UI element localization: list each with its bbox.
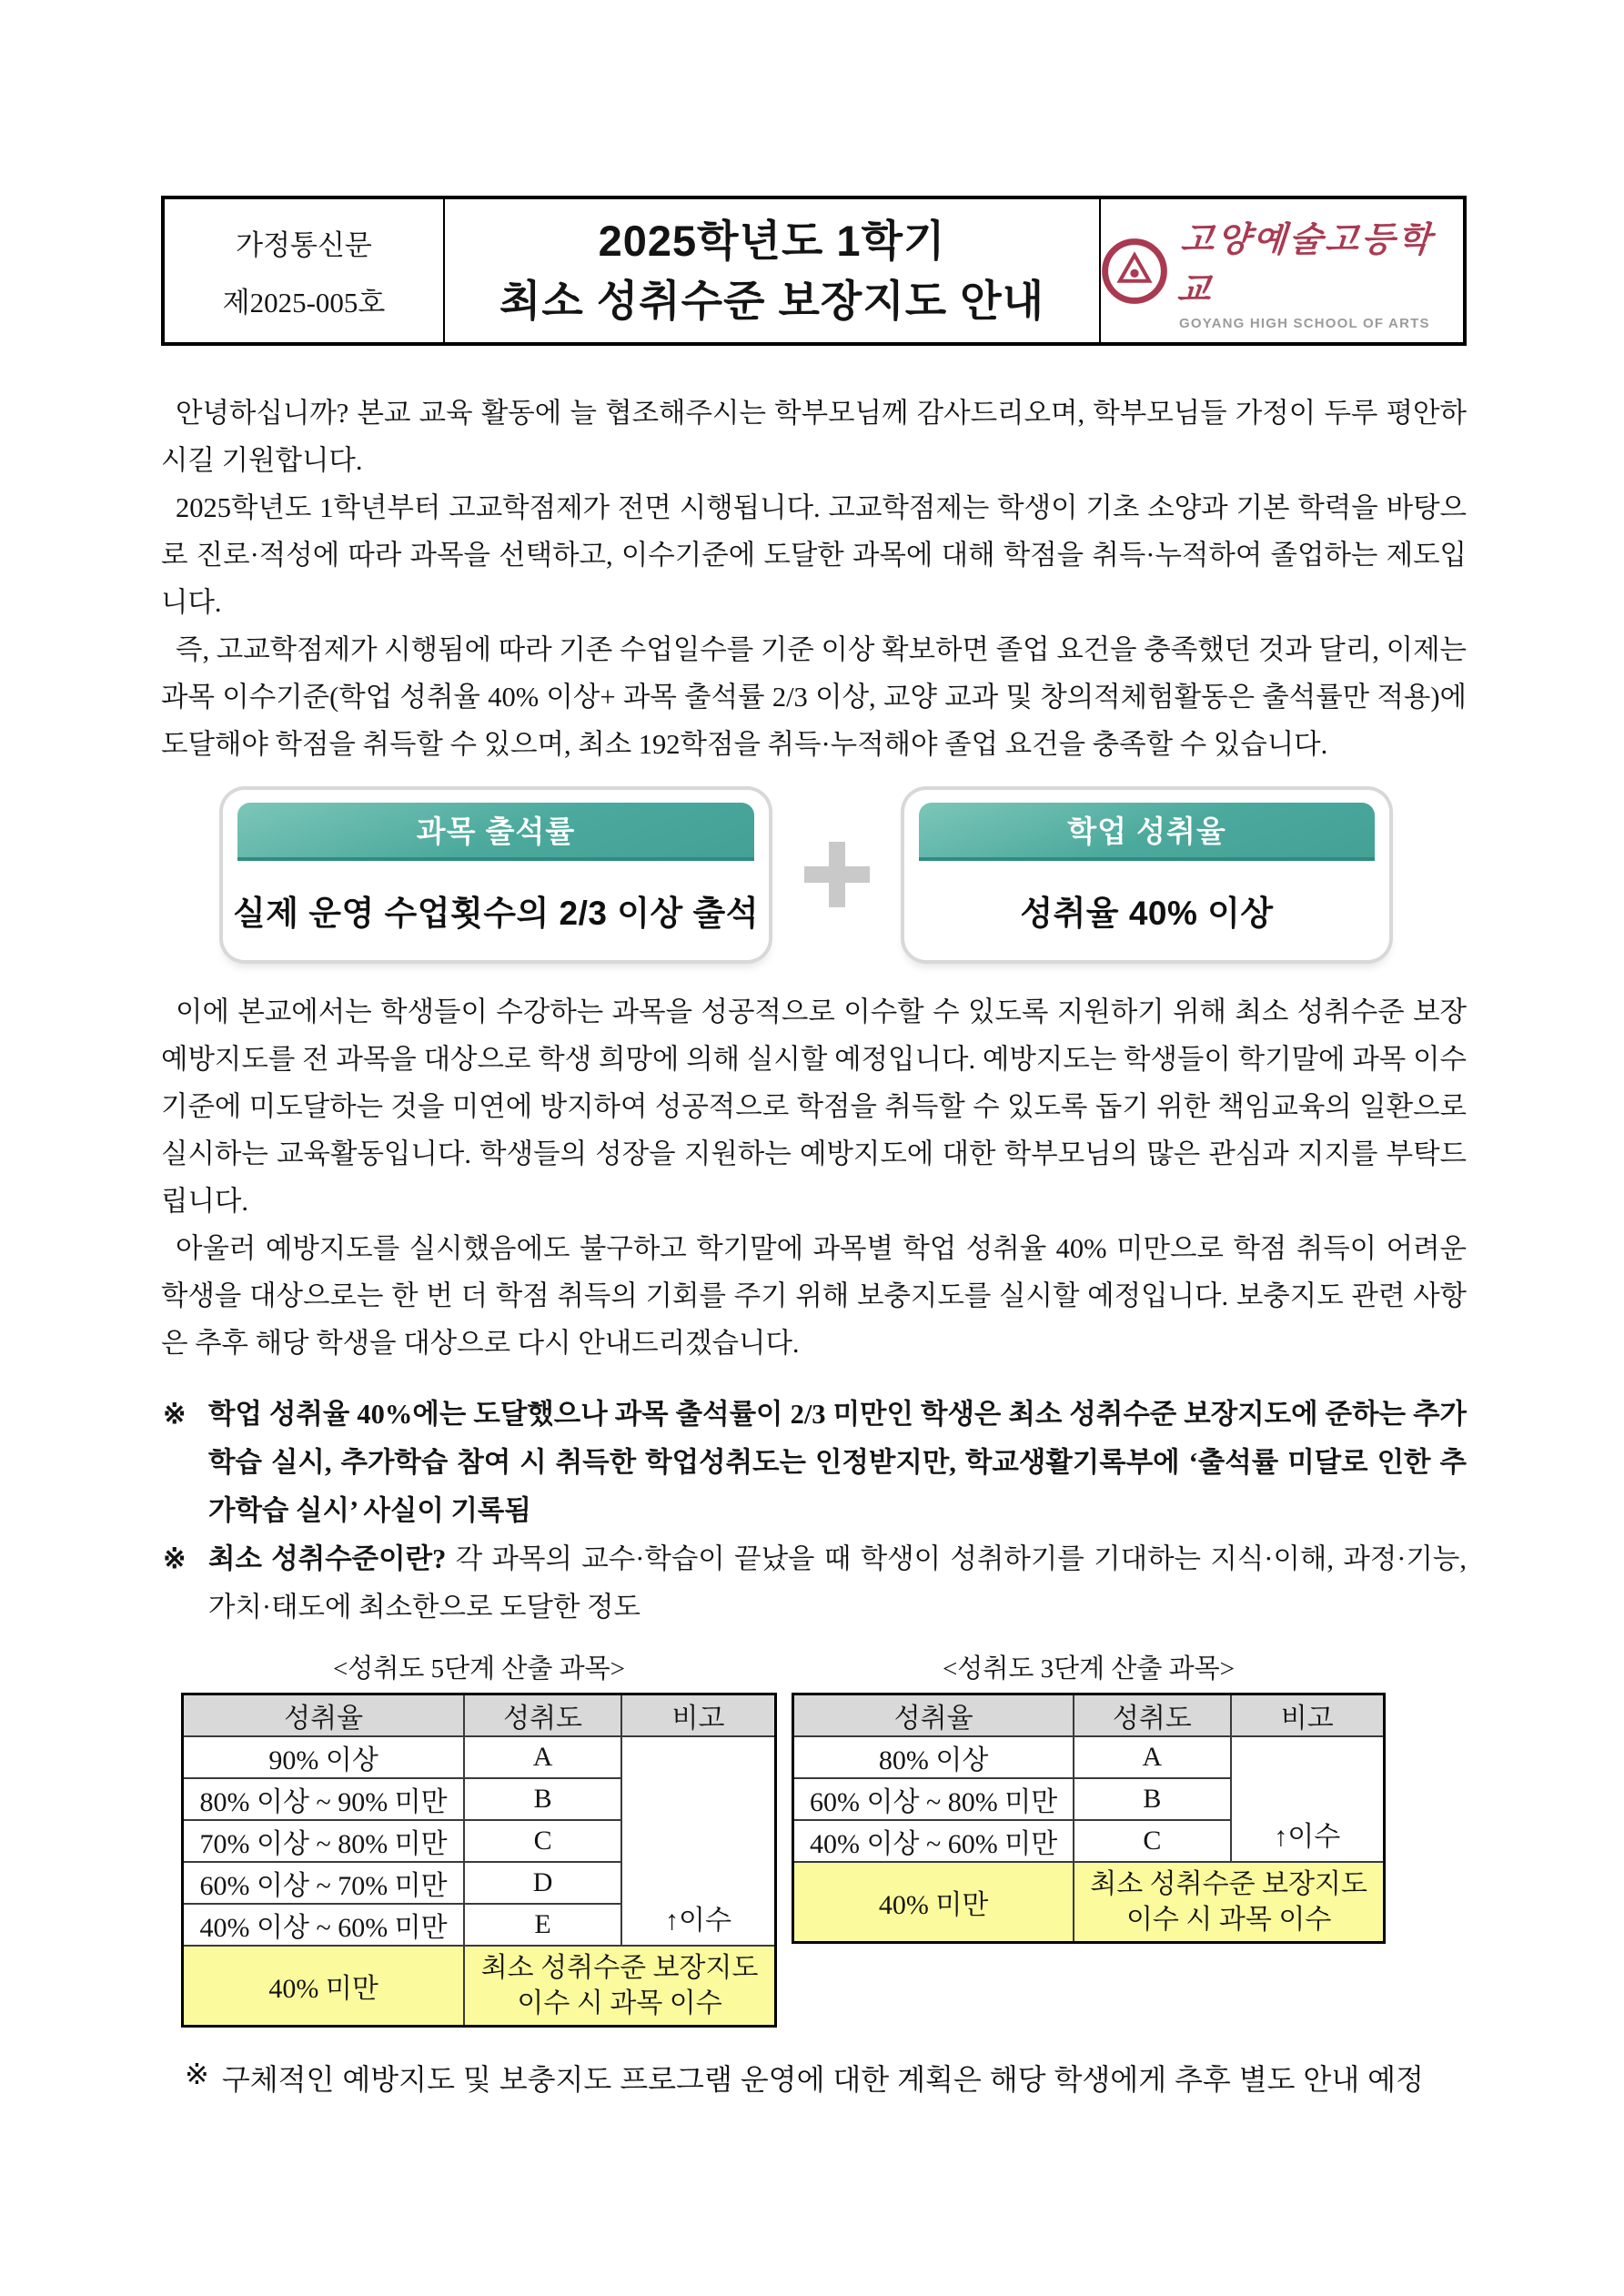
doc-number: 제2025-005호 xyxy=(222,286,386,319)
table-row xyxy=(183,1736,776,1778)
paragraph-credit-system: 2025학년도 1학년부터 고교학점제가 전면 시행됩니다. 고교학점제는 학생이 기초 소양과 기본 학력을 바탕으로 진로·적성에 따라 과목을 선택하고, 이수기준에 도달한 과목에 대해 학점을 취득·누적하여 졸업하는 제도입니다. xyxy=(161,492,1467,618)
final-note xyxy=(161,2057,1467,2099)
final-note-marker: ※ xyxy=(185,2058,209,2090)
school-seal-icon xyxy=(1101,238,1168,305)
note-minimum-achievement-definition xyxy=(161,1535,1467,1632)
table-header-row xyxy=(793,1694,1385,1737)
cell-grade: E xyxy=(464,1904,621,1946)
final-note-text: 구체적인 예방지도 및 보충지도 프로그램 운영에 대한 계획은 해당 학생에게 추후 별도 안내 예정 xyxy=(221,2063,1424,2096)
table-highlight-row xyxy=(183,1946,776,2027)
cell-range: 80% 이상 ~ 90% 미만 xyxy=(183,1778,465,1820)
cell-range-below-40: 40% 미만 xyxy=(793,1862,1074,1943)
cell-grade: A xyxy=(464,1736,621,1778)
achievement-card-body: 성취율 40% 이상 xyxy=(1020,895,1274,932)
document-header xyxy=(161,196,1467,346)
note-attendance-shortfall xyxy=(161,1391,1467,1535)
paragraph-greeting: 안녕하십니까? 본교 교육 활동에 늘 협조해주시는 학부모님께 감사드리오며, 학부모님들 가정이 두루 평안하시길 기원합니다. xyxy=(161,398,1467,476)
note-bold-text: 최소 성취수준이란? xyxy=(208,1543,447,1574)
table-highlight-row xyxy=(793,1862,1385,1943)
table-row xyxy=(793,1736,1385,1778)
col-header-grade: 성취도 xyxy=(464,1694,621,1737)
doc-type-label: 가정통신문 xyxy=(236,228,372,261)
page-title-line2: 최소 성취수준 보장지도 안내 xyxy=(499,276,1044,325)
school-name-block xyxy=(1175,211,1463,331)
cell-grade: C xyxy=(1074,1820,1230,1862)
note-regular-text: 각 과목의 교수·학습이 끝났을 때 학생이 성취하기를 기대하는 지식·이해, 과정·기능, 가치·태도에 최소한으로 도달한 정도 xyxy=(208,1543,1467,1623)
col-header-grade: 성취도 xyxy=(1074,1694,1230,1737)
footnotes xyxy=(161,1391,1467,1632)
school-name-korean: 고양예술고등학교 xyxy=(1175,220,1436,309)
cell-grade: B xyxy=(1074,1778,1230,1820)
school-name-english: GOYANG HIGH SCHOOL OF ARTS xyxy=(1179,315,1430,331)
table-3-level xyxy=(792,1693,1386,1944)
note-bold-text: 학업 성취율 40%에는 도달했으나 과목 출석률이 2/3 미만인 학생은 최소 성취수준 보장지도에 준하는 추가학습 실시, 추가학습 참여 시 취득한 학업성취도는 인정받지만, 학교생활기록부에 ‘출석률 미달로 인한 추가학습 실시’ 사실이 기록됨 xyxy=(208,1399,1467,1526)
table-5-level-title: <성취도 5단계 산출 과목> xyxy=(332,1654,626,1684)
col-header-remark: 비고 xyxy=(621,1694,776,1737)
col-header-rate: 성취율 xyxy=(793,1694,1074,1737)
paragraph-completion-criteria: 즉, 고교학점제가 시행됨에 따라 기존 수업일수를 기준 이상 확보하면 졸업 요건을 충족했던 것과 달리, 이제는 과목 이수기준(학업 성취율 40% 이상+ 과목 출석률 2/3 이상, 교양 교과 및 창의적체험활동은 출석률만 적용)에 도달해야 학점을 취득할 수 있으며, 최소 192학점을 취득·누적해야 졸업 요건을 충족할 수 있습니다. xyxy=(161,634,1467,760)
cell-range: 80% 이상 xyxy=(793,1736,1074,1778)
cell-remark-merged: ↑이수 xyxy=(1231,1736,1385,1862)
col-header-rate: 성취율 xyxy=(183,1694,465,1737)
table-3-level-block xyxy=(792,1648,1386,1944)
note-marker: ※ xyxy=(163,1543,187,1574)
paragraph-supplementary-guidance: 아울러 예방지도를 실시했음에도 불구하고 학기말에 과목별 학업 성취율 40% 미만으로 학점 취득이 어려운 학생을 대상으로는 한 번 더 학점 취득의 기회를 주기 위해 보충지도를 실시할 예정입니다. 보충지도 관련 사항은 추후 해당 학생을 대상으로 다시 안내드리겠습니다. xyxy=(161,1233,1467,1359)
document-type-cell xyxy=(165,199,445,342)
cell-grade: C xyxy=(464,1820,621,1862)
cell-range: 40% 이상 ~ 60% 미만 xyxy=(183,1904,465,1946)
table-5-level-block xyxy=(181,1648,777,2028)
cell-grade: D xyxy=(464,1862,621,1904)
document-title-cell xyxy=(445,199,1101,342)
attendance-card xyxy=(223,790,769,960)
criteria-cards xyxy=(223,788,1389,961)
achievement-card-header: 학업 성취율 xyxy=(919,803,1375,861)
cell-grade: B xyxy=(464,1778,621,1820)
cell-range: 60% 이상 ~ 70% 미만 xyxy=(183,1862,465,1904)
paragraph-prevention-guidance: 이에 본교에서는 학생들이 수강하는 과목을 성공적으로 이수할 수 있도록 지원하기 위해 최소 성취수준 보장 예방지도를 전 과목을 대상으로 학생 희망에 의해 실시할 예정입니다. 예방지도는 학생들이 학기말에 과목 이수기준에 미도달하는 것을 미연에 방지하여 성공적으로 학점을 취득할 수 있도록 돕기 위한 책임교육의 일환으로 실시하는 교육활동입니다. 학생들의 성장을 지원하는 예방지도에 대한 학부모님의 많은 관심과 지지를 부탁드립니다. xyxy=(161,996,1467,1217)
plus-separator xyxy=(769,842,904,907)
note-marker: ※ xyxy=(163,1399,187,1430)
achievement-card xyxy=(904,790,1389,960)
intro-paragraphs xyxy=(161,389,1467,768)
attendance-card-header: 과목 출석률 xyxy=(237,803,754,861)
cell-remark-merged: ↑이수 xyxy=(621,1736,776,1946)
table-header-row xyxy=(183,1694,776,1737)
cell-range: 60% 이상 ~ 80% 미만 xyxy=(793,1778,1074,1820)
plus-icon xyxy=(804,842,870,907)
achievement-tables xyxy=(161,1648,1467,2028)
cell-range: 40% 이상 ~ 60% 미만 xyxy=(793,1820,1074,1862)
cell-range-below-40: 40% 미만 xyxy=(183,1946,465,2027)
cell-range: 70% 이상 ~ 80% 미만 xyxy=(183,1820,465,1862)
cell-guaranteed-guidance: 최소 성취수준 보장지도 이수 시 과목 이수 xyxy=(464,1946,775,2027)
cell-grade: A xyxy=(1074,1736,1230,1778)
table-5-level xyxy=(181,1693,777,2028)
cell-range: 90% 이상 xyxy=(183,1736,465,1778)
guidance-paragraphs xyxy=(161,988,1467,1367)
school-logo xyxy=(1101,199,1463,342)
cell-guaranteed-guidance: 최소 성취수준 보장지도 이수 시 과목 이수 xyxy=(1074,1862,1384,1943)
col-header-remark: 비고 xyxy=(1231,1694,1385,1737)
table-3-level-title: <성취도 3단계 산출 과목> xyxy=(942,1654,1236,1684)
page-title-line1: 2025학년도 1학기 xyxy=(598,216,946,265)
attendance-card-body: 실제 운영 수업횟수의 2/3 이상 출석 xyxy=(233,895,759,932)
